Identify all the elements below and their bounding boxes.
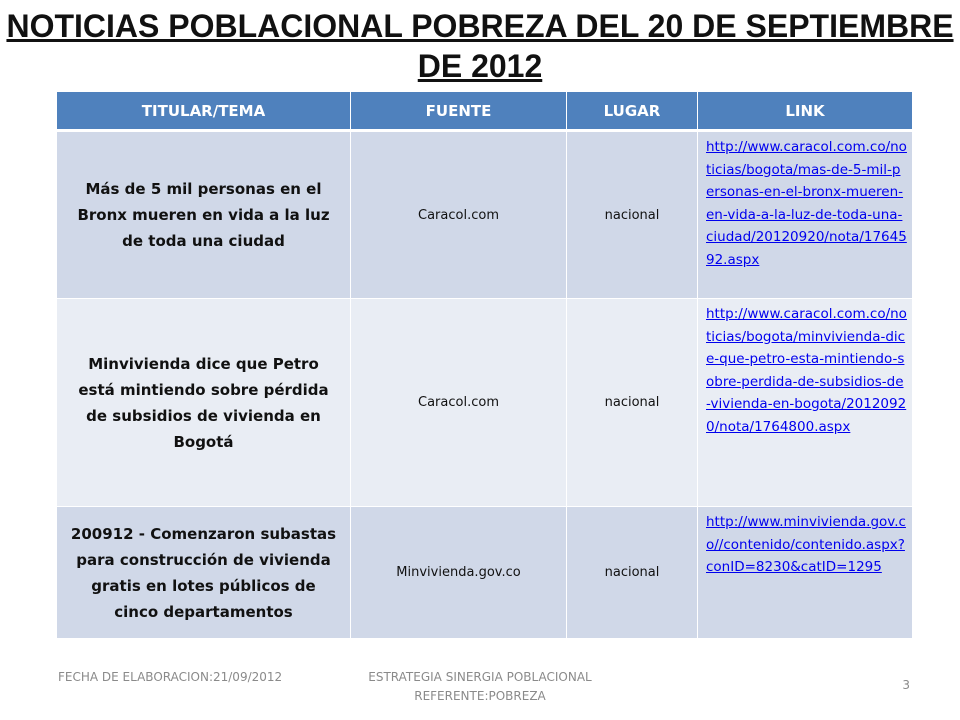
header-titular-tema: TITULAR/TEMA bbox=[57, 92, 351, 131]
row-3-tema: 200912 - Comenzaron subastas para construcción de vivienda gratis en lotes públicos de cinco departamentos bbox=[57, 507, 351, 639]
row-3-fuente: Minvivienda.gov.co bbox=[351, 507, 567, 639]
header-link: LINK bbox=[698, 92, 913, 131]
row-1-link[interactable]: http://www.caracol.com.co/noticias/bogota/mas-de-5-mil-personas-en-el-bronx-mueren-en-vida-a-la-luz-de-toda-una-ciudad/20120920/nota/1764592.aspx bbox=[706, 139, 907, 268]
row-1-link-cell bbox=[698, 131, 913, 299]
row-1-tema: Más de 5 mil personas en el Bronx mueren en vida a la luz de toda una ciudad bbox=[57, 131, 351, 299]
header-lugar: LUGAR bbox=[567, 92, 698, 131]
row-3-link-cell bbox=[698, 507, 913, 639]
page-number: 3 bbox=[902, 678, 910, 692]
row-3-lugar: nacional bbox=[567, 507, 698, 639]
table-row bbox=[57, 131, 913, 299]
footer-center bbox=[330, 668, 630, 706]
row-2-fuente: Caracol.com bbox=[351, 299, 567, 507]
row-2-tema: Minvivienda dice que Petro está mintiendo sobre pérdida de subsidios de vivienda en Bogotá bbox=[57, 299, 351, 507]
page-title: NOTICIAS POBLACIONAL POBREZA DEL 20 DE SEPTIEMBRE DE 2012 bbox=[6, 8, 954, 84]
header-fuente: FUENTE bbox=[351, 92, 567, 131]
row-3-link[interactable]: http://www.minvivienda.gov.co//contenido/contenido.aspx?conID=8230&catID=1295 bbox=[706, 514, 906, 575]
footer-referent: REFERENTE:POBREZA bbox=[414, 689, 546, 703]
news-table bbox=[56, 91, 913, 639]
footer-date: FECHA DE ELABORACION:21/09/2012 bbox=[58, 670, 283, 684]
row-2-lugar: nacional bbox=[567, 299, 698, 507]
table-header-row bbox=[57, 92, 913, 131]
row-2-link-cell bbox=[698, 299, 913, 507]
row-1-fuente: Caracol.com bbox=[351, 131, 567, 299]
table-row bbox=[57, 299, 913, 507]
row-2-link[interactable]: http://www.caracol.com.co/noticias/bogota/minvivienda-dice-que-petro-esta-mintiendo-sobre-perdida-de-subsidios-de-vivienda-en-bogota/20120920/nota/1764800.aspx bbox=[706, 306, 907, 435]
row-1-lugar: nacional bbox=[567, 131, 698, 299]
table-row bbox=[57, 507, 913, 639]
footer-strategy: ESTRATEGIA SINERGIA POBLACIONAL bbox=[368, 670, 592, 684]
